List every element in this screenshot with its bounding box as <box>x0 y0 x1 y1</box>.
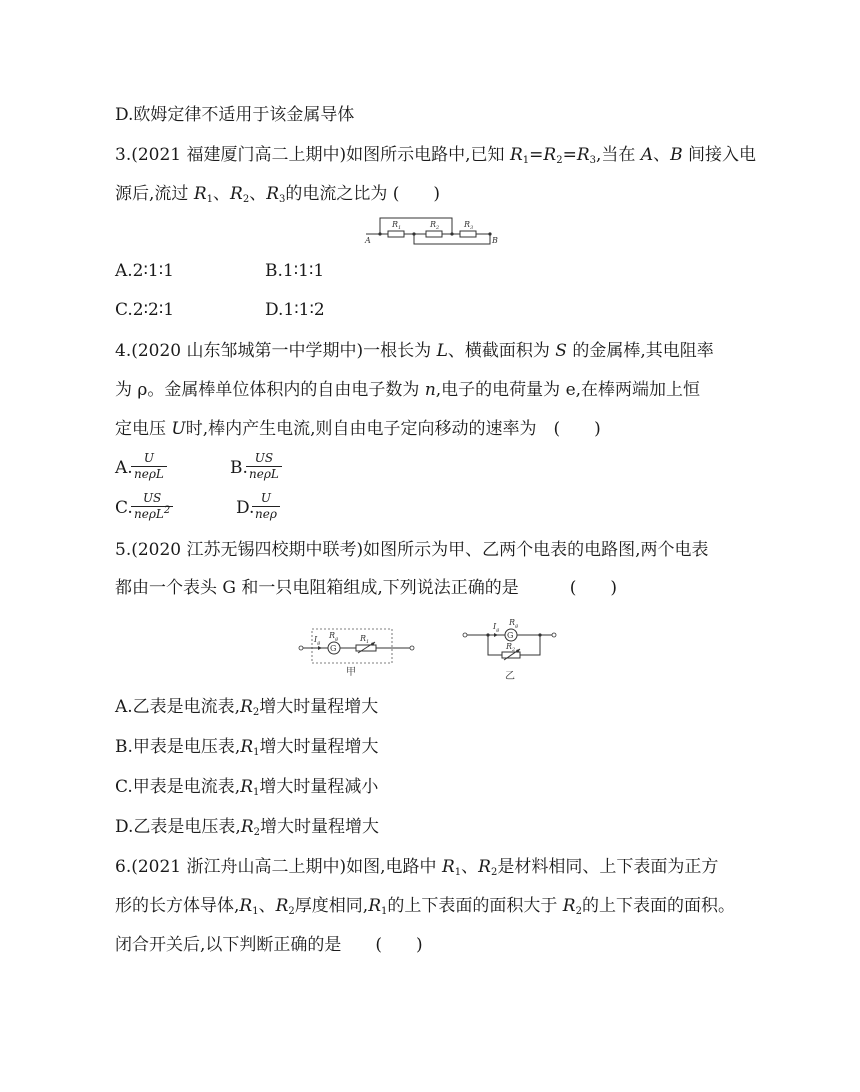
svg-text:Ig: $I_g$ <box>314 635 321 646</box>
q5-stem-line1: 5.(2020 江苏无锡四校期中联考)如图所示为甲、乙两个电表的电路图,两个电表 <box>115 540 709 560</box>
q5-circuit-yi <box>460 617 560 687</box>
q4-option-d-label: D. <box>236 498 255 518</box>
svg-text:R2: $R_2$ <box>430 220 440 231</box>
q3-stem-line1: 3.(2021 福建厦门高二上期中)如图所示电路中,已知 $R_1=R_2=R_3$,当在 A、B 间接入电 <box>115 145 757 166</box>
svg-text:Rg: $R_g$ <box>509 618 519 629</box>
q3-fig-r2: R <box>430 220 437 229</box>
q4-option-a-fraction: U neρL <box>131 452 167 481</box>
q3-circuit-diagram <box>362 212 502 248</box>
q3-option-a: A.2∶1∶1 <box>115 261 174 281</box>
q5-option-b: B.甲表是电压表$,R_1$增大时量程增大 <box>115 737 379 758</box>
q4-option-b-label: B. <box>230 458 248 478</box>
q6-stem-line1: 6.(2021 浙江舟山高二上期中)如图,电路中 $R_1$、$R_2$是材料相同、上下表面为正方 <box>115 857 719 878</box>
q5-stem-line2: 都由一个表头 G 和一只电阻箱组成,下列说法正确的是 ( ) <box>115 578 618 598</box>
q3-option-c: C.2∶2∶1 <box>115 300 175 320</box>
q4-stem-line2: 为 ρ。金属棒单位体积内的自由电子数为 n,电子的电荷量为 e,在棒两端加上恒 <box>115 380 701 400</box>
q6-stem-line2: 形的长方体导体$,R_1$、$R_2$厚度相同$,R_1$的上下表面的面积大于 $R_2$的上下表面的面积。 <box>115 896 735 917</box>
q5-option-c: C.甲表是电流表$,R_1$增大时量程减小 <box>115 777 379 798</box>
q4-stem-line1: 4.(2020 山东邹城第一中学期中)一根长为 L、横截面积为 S 的金属棒,其电阻率 <box>115 341 714 361</box>
q4-option-d-fraction: U neρ <box>252 492 280 521</box>
q2-option-d: D.欧姆定律不适用于该金属导体 <box>115 105 355 125</box>
q3-option-b: B.1∶1∶1 <box>265 261 325 281</box>
q3-stem-line2: 源后,流过 $R_1$、$R_2$、$R_3$的电流之比为 ( ) <box>115 184 441 205</box>
q3-fig-r3: R <box>464 220 471 229</box>
q6-stem-line3: 闭合开关后,以下判断正确的是 ( ) <box>115 935 423 955</box>
q4-option-c-label: C. <box>115 498 133 518</box>
svg-text:Rg: $R_g$ <box>329 631 339 642</box>
q4-option-b-fraction: US neρL <box>246 452 282 481</box>
q4-stem-line3: 定电压 U时,棒内产生电流,则自由电子定向移动的速率为 ( ) <box>115 419 601 439</box>
q5-circuit-jia <box>298 622 418 682</box>
q5-caption-yi: 乙 <box>505 671 515 682</box>
svg-text:R1: $R_1$ <box>360 634 370 645</box>
svg-text:R3: $R_3$ <box>464 220 474 231</box>
q4-option-a-label: A. <box>115 458 133 478</box>
svg-text:Ig: $I_g$ <box>493 622 500 633</box>
q3-fig-label-a: A <box>365 236 371 245</box>
q5-option-a: A.乙表是电流表$,R_2$增大时量程增大 <box>115 697 379 718</box>
svg-text:R1: $R_1$ <box>392 220 402 231</box>
q3-option-d: D.1∶1∶2 <box>265 300 325 320</box>
q5-caption-jia: 甲 <box>346 667 356 678</box>
svg-text:G: G <box>507 631 514 640</box>
svg-text:G: G <box>330 644 337 653</box>
svg-text:R2: $R_2$ <box>506 642 516 653</box>
q5-option-d: D.乙表是电压表$,R_2$增大时量程增大 <box>115 817 380 838</box>
q4-option-c-fraction: US neρL$^2$ <box>131 492 173 521</box>
q3-fig-label-b: B <box>492 236 498 245</box>
q3-fig-r1: R <box>392 220 399 229</box>
